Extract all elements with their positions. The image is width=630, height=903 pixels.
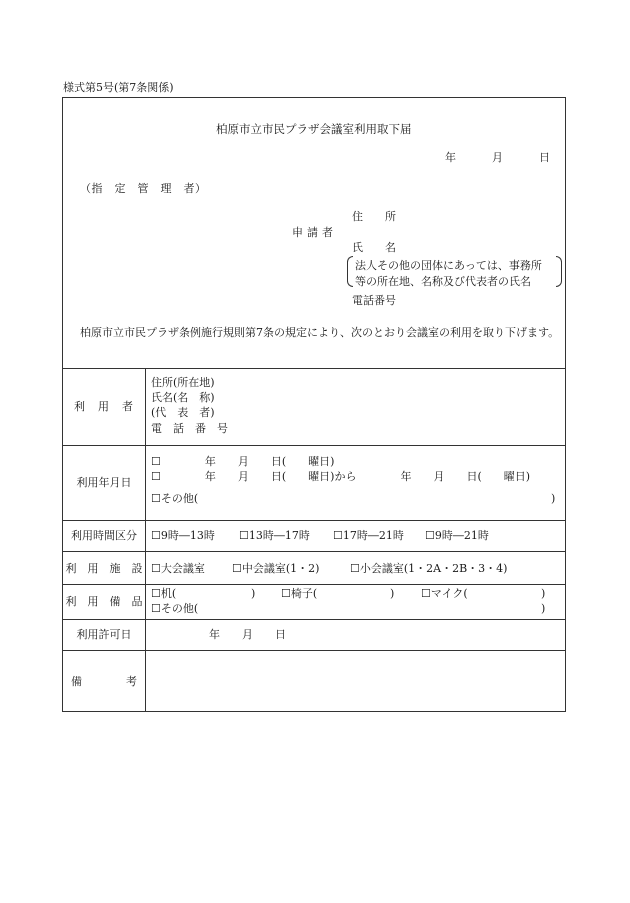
time-slot-option-4[interactable]: ☐9時―21時 [425, 529, 489, 542]
applicant-phone-label: 電話番号 [352, 294, 396, 307]
applicant-name-label: 氏 名 [352, 241, 396, 254]
date-year-label: 年 [445, 151, 456, 164]
equipment-mic-option[interactable]: ☐マイク( [421, 587, 468, 600]
form-number: 様式第5号(第7条関係) [63, 81, 174, 94]
time-slot-option-3[interactable]: ☐17時―21時 [333, 529, 404, 542]
row-label-use-date: 利用年月日 [76, 476, 132, 489]
row-label-equipment: 利 用 備 品 [65, 595, 143, 608]
applicant-address-label: 住 所 [352, 210, 396, 223]
equipment-other-close: ) [541, 602, 546, 615]
statement-text: 柏原市立市民プラザ条例施行規則第7条の規定により、次のとおり会議室の利用を取り下げます。 [80, 326, 560, 339]
row-divider [62, 650, 566, 651]
column-divider [145, 368, 146, 712]
equipment-chair-option[interactable]: ☐椅子( [281, 587, 318, 600]
row-label-time-slot: 利用時間区分 [71, 529, 137, 542]
equipment-mic-close: ) [541, 587, 546, 600]
equipment-other-option[interactable]: ☐その他( [151, 602, 199, 615]
facility-option-small[interactable]: ☐小会議室(1・2A・2B・3・4) [350, 562, 508, 575]
user-phone-label: 電 話 番 号 [151, 422, 228, 435]
row-label-remarks: 備 考 [71, 675, 137, 688]
use-date-other-close: ) [551, 492, 556, 505]
equipment-desk-close: ) [251, 587, 256, 600]
row-divider [62, 551, 566, 552]
form-title: 柏原市立市民プラザ会議室利用取下届 [216, 122, 412, 136]
corporate-note [355, 258, 542, 290]
row-label-user: 利 用 者 [74, 400, 134, 413]
use-date-other-option[interactable]: ☐その他( [151, 492, 199, 505]
row-label-permit-date: 利用許可日 [76, 628, 132, 641]
date-day-label: 日 [539, 151, 550, 164]
time-slot-option-2[interactable]: ☐13時―17時 [239, 529, 310, 542]
facility-option-large[interactable]: ☐大会議室 [151, 562, 205, 575]
user-representative-label: (代 表 者) [151, 406, 215, 419]
equipment-chair-close: ) [390, 587, 395, 600]
date-month-label: 月 [492, 151, 503, 164]
time-slot-option-1[interactable]: ☐9時―13時 [151, 529, 215, 542]
facility-option-medium[interactable]: ☐中会議室(1・2) [232, 562, 320, 575]
use-date-single-option[interactable]: ☐ 年 月 日( 曜日) [151, 455, 335, 468]
corporate-note-line1: 法人その他の団体にあっては、事務所 [355, 259, 542, 272]
user-address-label: 住所(所在地) [151, 376, 215, 389]
table-top-border [62, 368, 566, 369]
bracket-right [556, 256, 562, 287]
row-divider [62, 520, 566, 521]
use-date-range-option[interactable]: ☐ 年 月 日( 曜日)から 年 月 日( 曜日) [151, 470, 531, 483]
row-divider [62, 445, 566, 446]
row-label-facility: 利 用 施 設 [65, 562, 143, 575]
row-divider [62, 584, 566, 585]
addressee: （指 定 管 理 者） [80, 182, 207, 195]
applicant-label: 申請者 [292, 226, 337, 239]
permit-date-value: 年 月 日 [209, 628, 286, 641]
corporate-note-line2: 等の所在地、名称及び代表者の氏名 [355, 275, 531, 288]
bracket-left [347, 256, 353, 287]
user-name-label: 氏名(名 称) [151, 391, 215, 404]
row-divider [62, 619, 566, 620]
equipment-desk-option[interactable]: ☐机( [151, 587, 177, 600]
